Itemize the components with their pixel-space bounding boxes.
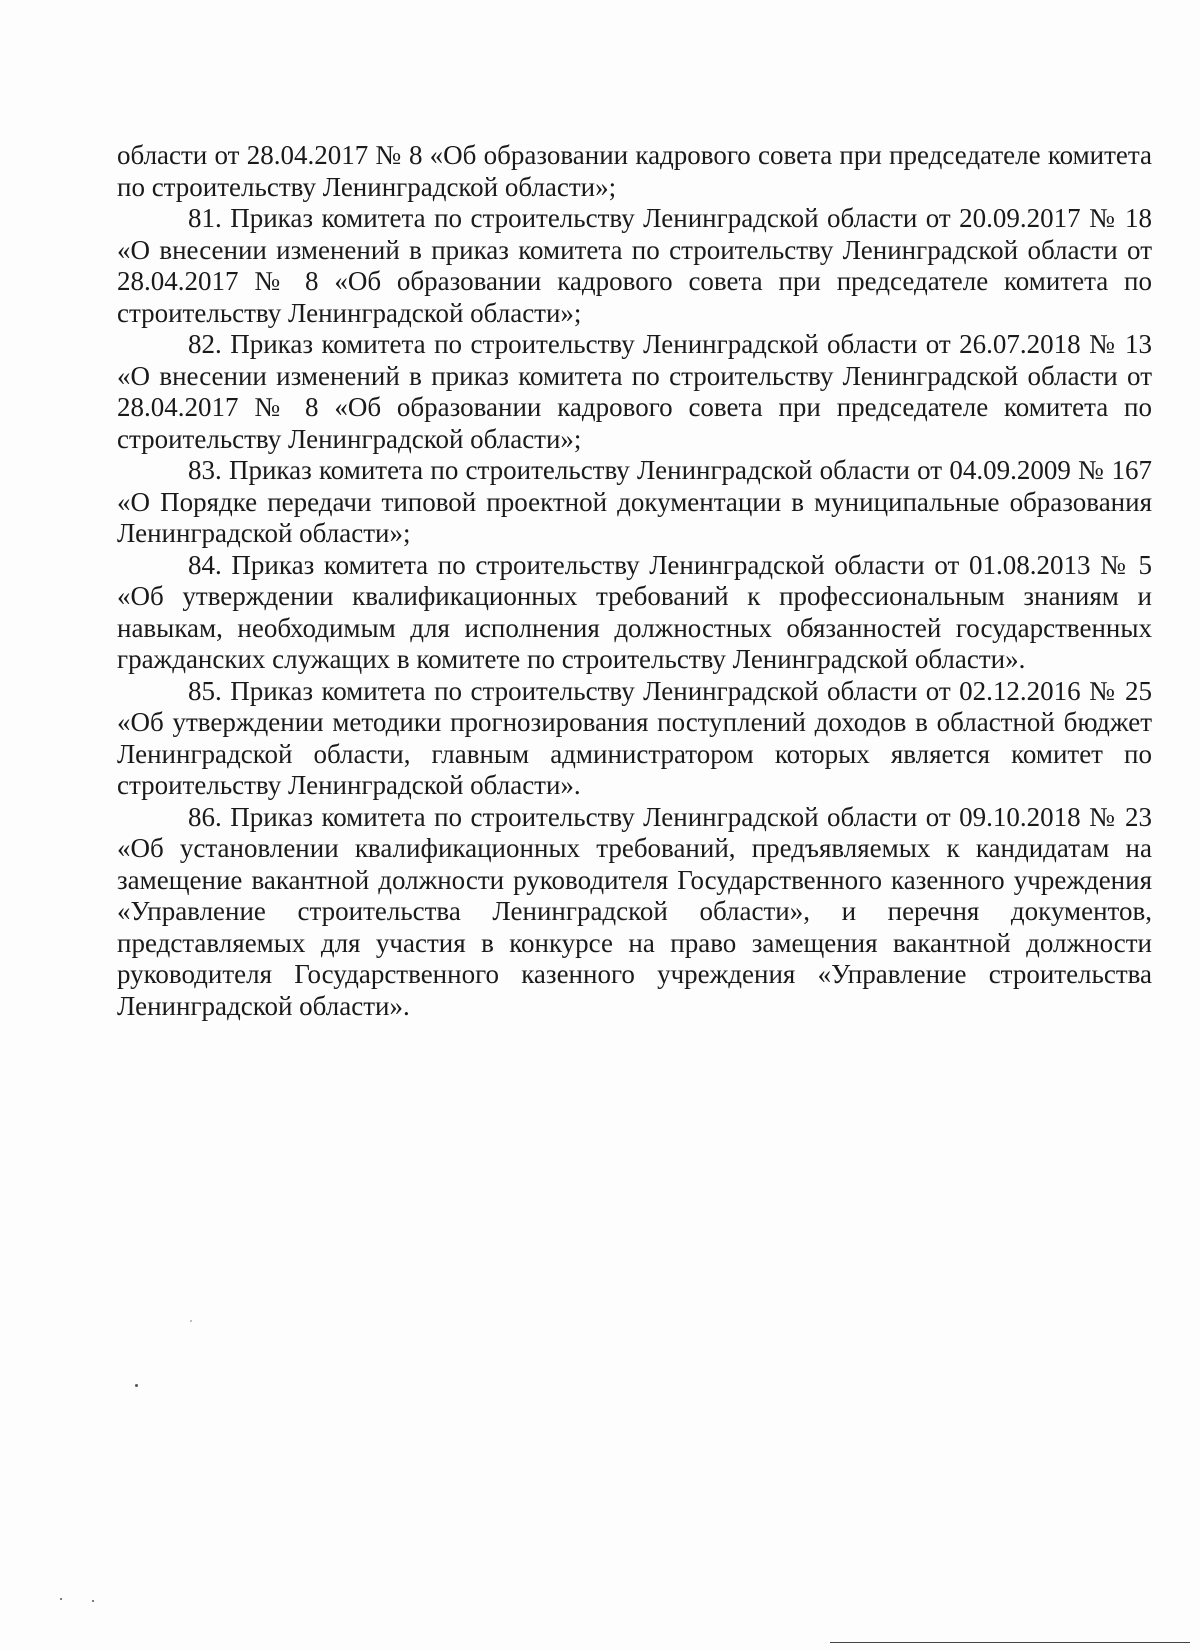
list-item-86: 86. Приказ комитета по строительству Ленинградской области от 09.10.2018 № 23 «Об установлении квалификационных требований, предъявляемых к кандидатам на замещение вакантной должности руководителя Государственного казенного учреждения «Управление строительства Ленинградской области», и перечня документов, представляемых для участия в конкурсе на право замещения вакантной должности руководителя Государственного казенного учреждения «Управление строительства Ленинградской области». [117, 801, 1152, 1021]
document-body [117, 140, 1152, 1022]
scan-speck [135, 1384, 138, 1387]
list-item-84: 84. Приказ комитета по строительству Ленинградской области от 01.08.2013 № 5 «Об утверждении квалификационных требований к профессиональным знаниям и навыкам, необходимым для исполнения должностных обязанностей государственных гражданских служащих в комитете по строительству Ленинградской области». [117, 549, 1152, 674]
footer-rule [830, 1642, 1190, 1643]
scan-speck [190, 1320, 192, 1322]
continuation-paragraph: области от 28.04.2017 № 8 «Об образовании кадрового совета при председателе комитета по строительству Ленинградской области»; [117, 140, 1152, 202]
list-item-85: 85. Приказ комитета по строительству Ленинградской области от 02.12.2016 № 25 «Об утверждении методики прогнозирования поступлений доходов в областной бюджет Ленинградской области, главным администратором которых является комитет по строительству Ленинградской области». [117, 675, 1152, 800]
list-item-81: 81. Приказ комитета по строительству Ленинградской области от 20.09.2017 № 18 «О внесении изменений в приказ комитета по строительству Ленинградской области от 28.04.2017 № 8 «Об образовании кадрового совета при председателе комитета по строительству Ленинградской области»; [117, 203, 1152, 328]
list-item-82: 82. Приказ комитета по строительству Ленинградской области от 26.07.2018 № 13 «О внесении изменений в приказ комитета по строительству Ленинградской области от 28.04.2017 № 8 «Об образовании кадрового совета при председателе комитета по строительству Ленинградской области»; [117, 329, 1152, 454]
scan-speck [92, 1600, 94, 1602]
scan-speck [60, 1598, 62, 1600]
list-item-83: 83. Приказ комитета по строительству Ленинградской области от 04.09.2009 № 167 «О Порядке передачи типовой проектной документации в муниципальные образования Ленинградской области»; [117, 455, 1152, 548]
